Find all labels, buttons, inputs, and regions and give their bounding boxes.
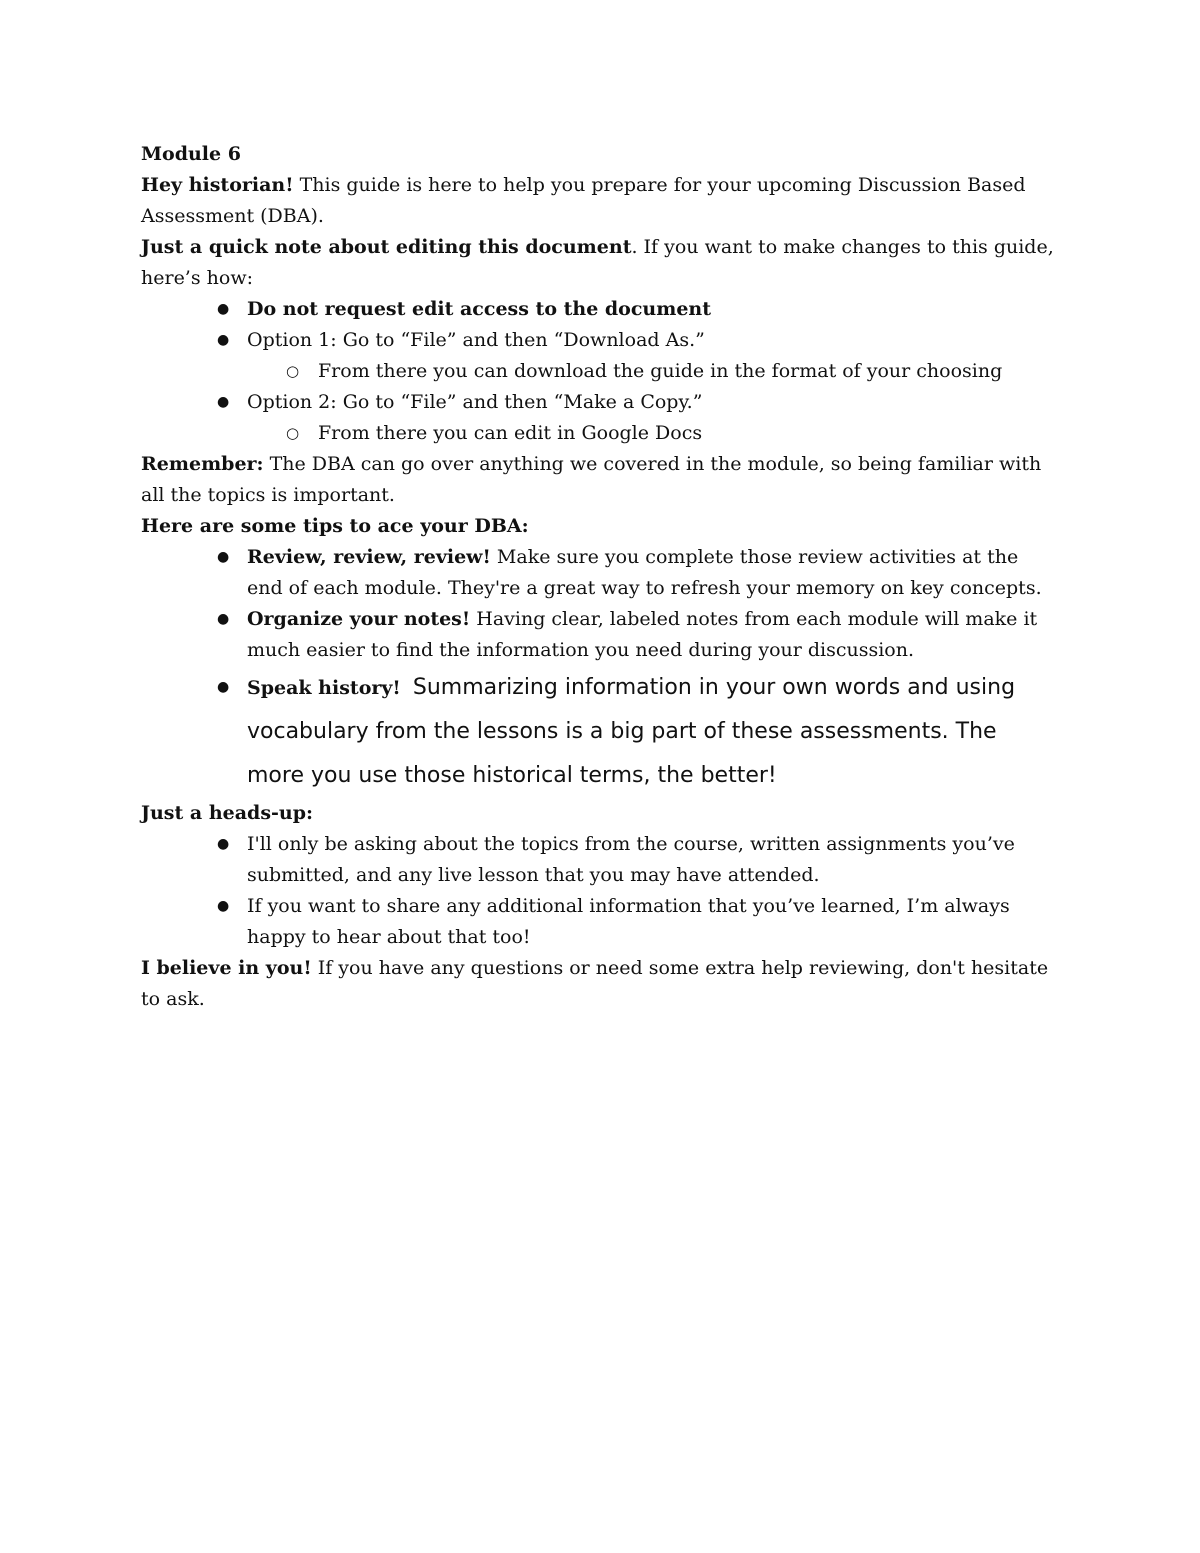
bullet-icon: ● (217, 394, 230, 410)
tip-1-bold: Review, review, review! (247, 546, 491, 568)
closing-text: If you have any questions or need some extra help reviewing, don't hesitate to ask. (141, 957, 1049, 1010)
sub-list-item (286, 418, 1056, 449)
sub-list-item (286, 356, 1056, 387)
headsup-heading (141, 798, 1056, 829)
editing-note-bold: Just a quick note about editing this document (141, 236, 632, 258)
closing-paragraph (141, 953, 1056, 1015)
editing-item-2: Option 1: Go to “File” and then “Download As.” (247, 329, 705, 351)
headsup-heading-text: Just a heads-up: (141, 802, 314, 824)
editing-list (141, 294, 1056, 449)
list-item (217, 542, 1056, 604)
hollow-bullet-icon: ○ (286, 424, 300, 442)
editing-item-1: Do not request edit access to the document (247, 298, 712, 320)
remember-bold: Remember: (141, 453, 264, 475)
editing-note-text: . If you want to make changes to this guide, here’s how: (141, 236, 1054, 289)
tip-3-bold: Speak history! (247, 677, 401, 699)
headsup-item-2: If you want to share any additional information that you’ve learned, I’m always happy to hear about that too! (247, 895, 1010, 948)
tip-1-text: Make sure you complete those review activities at the end of each module. They're a great way to refresh your memory on key concepts. (247, 546, 1042, 599)
list-item (217, 294, 1056, 325)
intro-paragraph (141, 170, 1056, 232)
intro-bold: Hey historian! (141, 174, 294, 196)
tips-heading (141, 511, 1056, 542)
tips-heading-text: Here are some tips to ace your DBA: (141, 515, 529, 537)
bullet-icon: ● (217, 332, 230, 348)
tip-2-text: Having clear, labeled notes from each module will make it much easier to find the information you need during your discussion. (247, 608, 1038, 661)
hollow-bullet-icon: ○ (286, 362, 300, 380)
title-text: Module 6 (141, 143, 241, 165)
tips-list (141, 542, 1056, 798)
list-item (217, 891, 1056, 953)
bullet-icon: ● (217, 301, 230, 317)
document-page (141, 139, 1056, 1015)
sub-list (247, 356, 1056, 387)
remember-paragraph (141, 449, 1056, 511)
bullet-icon: ● (217, 611, 230, 627)
editing-note-paragraph (141, 232, 1056, 294)
bullet-icon: ● (217, 549, 230, 565)
headsup-list (141, 829, 1056, 953)
bullet-icon: ● (217, 898, 230, 914)
editing-item-3-sub: From there you can edit in Google Docs (318, 422, 703, 444)
bullet-icon: ● (217, 836, 230, 852)
editing-item-2-sub: From there you can download the guide in the format of your choosing (318, 360, 1003, 382)
headsup-item-1: I'll only be asking about the topics from the course, written assignments you’ve submitted, and any live lesson that you may have attended. (247, 833, 1015, 886)
list-item (217, 387, 1056, 449)
document-title (141, 139, 1056, 170)
remember-text: The DBA can go over anything we covered in the module, so being familiar with all the topics is important. (141, 453, 1042, 506)
sub-list (247, 418, 1056, 449)
closing-bold: I believe in you! (141, 957, 312, 979)
list-item (217, 666, 1056, 798)
bullet-icon: ● (217, 679, 230, 695)
tip-3-text: Summarizing information in your own words and using vocabulary from the lessons is a big part of these assessments. The more you use those historical terms, the better! (247, 675, 1016, 788)
list-item (217, 829, 1056, 891)
list-item (217, 325, 1056, 387)
intro-text: This guide is here to help you prepare for your upcoming Discussion Based Assessment (DBA). (141, 174, 1026, 227)
list-item (217, 604, 1056, 666)
tip-2-bold: Organize your notes! (247, 608, 471, 630)
editing-item-3: Option 2: Go to “File” and then “Make a Copy.” (247, 391, 703, 413)
